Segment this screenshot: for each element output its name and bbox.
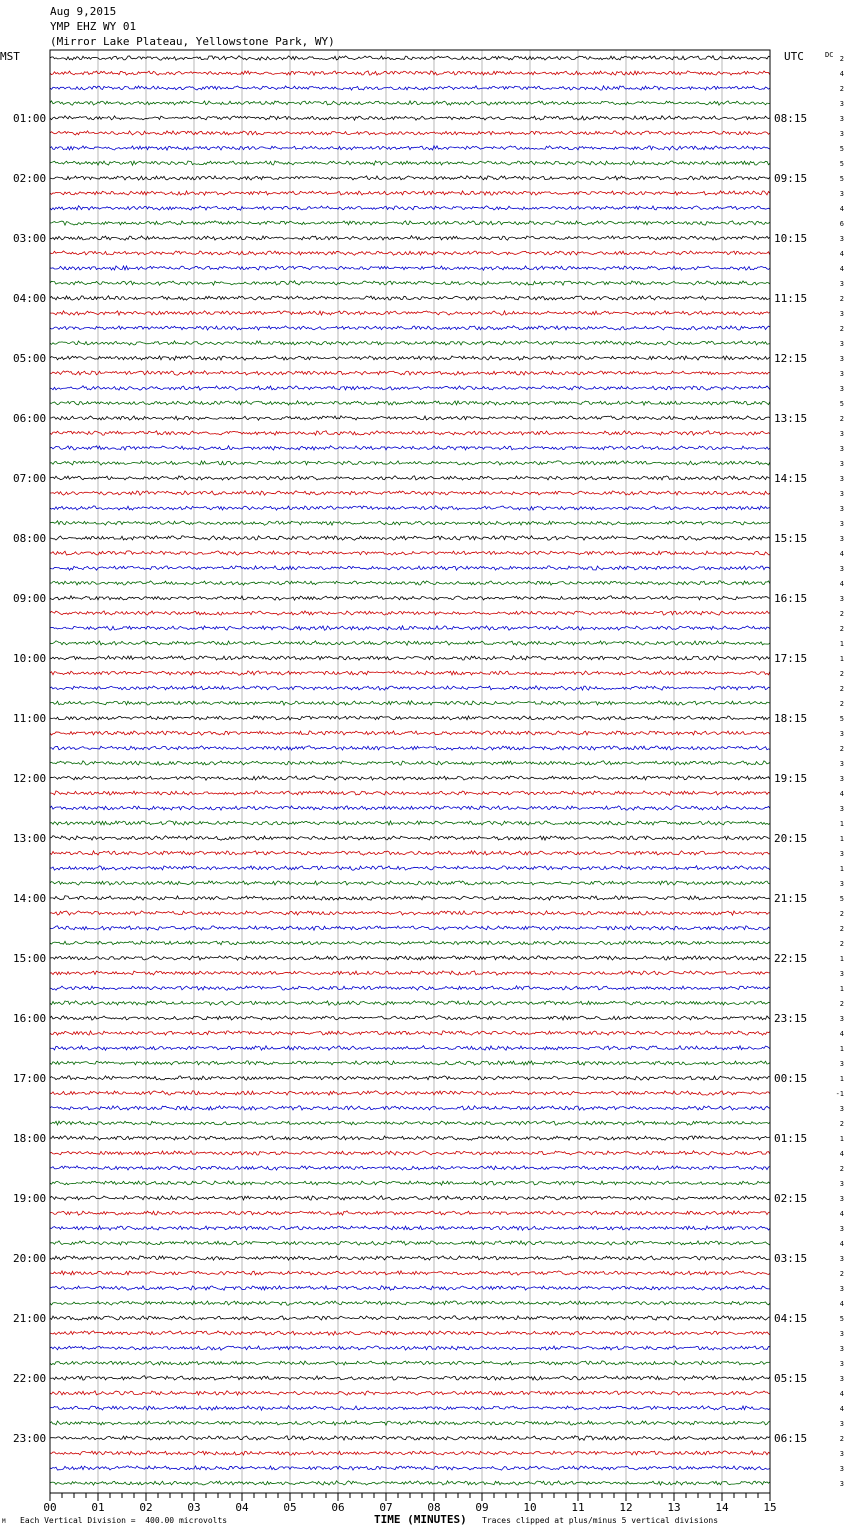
seismic-trace — [50, 101, 770, 105]
dc-offset-value: 3 — [839, 370, 844, 378]
clip-note: Traces clipped at plus/minus 5 vertical divisions — [482, 1516, 719, 1525]
dc-offset-value: 3 — [839, 1060, 844, 1068]
dc-offset-value: 3 — [839, 100, 844, 108]
seismic-trace — [50, 521, 770, 526]
x-tick-label: 05 — [283, 1501, 297, 1514]
seismic-trace — [50, 281, 770, 285]
x-tick-label: 12 — [619, 1501, 633, 1514]
seismic-trace — [50, 86, 770, 90]
seismic-trace — [50, 566, 770, 570]
dc-offset-value: 4 — [839, 1300, 844, 1308]
seismic-trace — [50, 1391, 770, 1395]
dc-offset-value: 4 — [839, 1405, 844, 1413]
dc-offset-value: 2 — [839, 1165, 844, 1173]
plot-frame — [50, 50, 770, 1493]
seismic-trace — [50, 731, 770, 735]
dc-offset-value: 2 — [839, 610, 844, 618]
left-axis-label: MST — [0, 50, 20, 63]
seismic-trace — [50, 461, 770, 465]
seismic-trace — [50, 821, 770, 825]
mst-hour-label: 22:00 — [13, 1372, 47, 1385]
dc-offset-value: 1 — [839, 835, 844, 843]
x-tick-label: 02 — [139, 1501, 153, 1514]
dc-offset-value: 3 — [839, 535, 844, 543]
dc-offset-value: 1 — [839, 985, 844, 993]
dc-offset-value: 3 — [839, 1465, 844, 1473]
dc-offset-value: 1 — [839, 820, 844, 828]
mst-hour-label: 03:00 — [13, 232, 47, 245]
dc-offset-value: 2 — [839, 85, 844, 93]
seismic-trace — [50, 236, 770, 240]
seismic-trace — [50, 1016, 770, 1020]
seismic-trace — [50, 416, 770, 420]
x-tick-label: 13 — [667, 1501, 681, 1514]
dc-offset-value: 3 — [839, 1330, 844, 1338]
seismic-trace — [50, 611, 770, 615]
seismic-trace — [50, 1346, 770, 1350]
utc-hour-label: 14:15 — [774, 472, 808, 485]
seismic-trace — [50, 671, 770, 675]
dc-offset-value: 3 — [839, 1225, 844, 1233]
dc-offset-value: 4 — [839, 1240, 844, 1248]
mst-hour-label: 05:00 — [13, 352, 47, 365]
dc-offset-value: 3 — [839, 1420, 844, 1428]
minute-grid — [98, 50, 722, 1493]
seismic-trace — [50, 971, 770, 975]
seismic-trace — [50, 1211, 770, 1215]
mst-hour-label: 16:00 — [13, 1012, 47, 1025]
dc-offset-value: 3 — [839, 805, 844, 813]
x-axis-title: TIME (MINUTES) — [374, 1513, 467, 1526]
seismic-trace — [50, 1151, 770, 1155]
dc-offset-value: 3 — [839, 520, 844, 528]
seismic-trace — [50, 371, 770, 375]
x-tick-label: 09 — [475, 1501, 489, 1514]
dc-offset-value: 1 — [839, 640, 844, 648]
dc-offset-value: 1 — [839, 1135, 844, 1143]
seismic-trace — [50, 1046, 770, 1051]
seismic-trace — [50, 1421, 770, 1425]
seismic-trace — [50, 926, 770, 930]
seismic-trace — [50, 1226, 770, 1230]
seismic-trace — [50, 56, 770, 61]
seismic-trace — [50, 956, 770, 960]
dc-offset-value: 3 — [839, 595, 844, 603]
x-tick-label: 15 — [763, 1501, 777, 1514]
seismic-trace — [50, 401, 770, 405]
seismic-trace — [50, 1031, 770, 1035]
dc-offset-value: 3 — [839, 850, 844, 858]
dc-offset-value: 3 — [839, 1105, 844, 1113]
seismic-trace — [50, 626, 770, 630]
mst-hour-label: 14:00 — [13, 892, 47, 905]
seismic-trace — [50, 911, 770, 915]
dc-offset-value: 5 — [839, 145, 844, 153]
station-code: YMP EHZ WY 01 — [50, 20, 137, 33]
dc-offset-value: 3 — [839, 190, 844, 198]
dc-offset-value: 3 — [839, 1360, 844, 1368]
seismic-trace — [50, 1331, 770, 1335]
mst-hour-label: 12:00 — [13, 772, 47, 785]
dc-offset-value: 2 — [839, 1120, 844, 1128]
seismic-trace — [50, 686, 770, 690]
mst-hour-label: 01:00 — [13, 112, 47, 125]
mst-hour-label: 20:00 — [13, 1252, 47, 1265]
corner-mark: M — [2, 1518, 6, 1525]
dc-offset-value: 4 — [839, 70, 844, 78]
seismic-trace — [50, 1181, 770, 1185]
utc-hour-label: 04:15 — [774, 1312, 808, 1325]
seismic-trace — [50, 806, 770, 810]
x-tick-label: 00 — [43, 1501, 57, 1514]
seismic-trace — [50, 1301, 770, 1305]
seismic-trace — [50, 1061, 770, 1065]
dc-offset-value: 5 — [839, 1315, 844, 1323]
dc-offset-value: 3 — [839, 565, 844, 573]
dc-offset-value: 5 — [839, 715, 844, 723]
dc-offset-value: 1 — [839, 955, 844, 963]
seismic-trace — [50, 1256, 770, 1260]
dc-offset-value: 2 — [839, 625, 844, 633]
dc-offset-value: 2 — [839, 1000, 844, 1008]
seismic-trace — [50, 71, 770, 75]
seismic-trace — [50, 1121, 770, 1125]
seismic-trace — [50, 551, 770, 555]
utc-hour-label: 03:15 — [774, 1252, 808, 1265]
dc-offset-value: 3 — [839, 310, 844, 318]
utc-hour-label: 13:15 — [774, 412, 808, 425]
seismic-trace — [50, 896, 770, 900]
dc-offset-value: 4 — [839, 1030, 844, 1038]
seismic-trace — [50, 176, 770, 180]
seismic-trace — [50, 1361, 770, 1365]
mst-hour-label: 21:00 — [13, 1312, 47, 1325]
dc-offset-value: 3 — [839, 1480, 844, 1488]
seismic-trace — [50, 1316, 770, 1320]
x-tick-label: 08 — [427, 1501, 441, 1514]
seismic-trace — [50, 446, 770, 450]
seismic-trace — [50, 386, 770, 390]
right-axis-label: UTC — [784, 50, 804, 63]
x-tick-label: 04 — [235, 1501, 249, 1514]
dc-offset-value: 2 — [839, 55, 844, 63]
seismic-trace — [50, 1286, 770, 1290]
seismic-trace — [50, 941, 770, 945]
seismic-trace — [50, 836, 770, 840]
dc-offset-value: 4 — [839, 1150, 844, 1158]
dc-offset-value: 3 — [839, 1450, 844, 1458]
dc-offset-value: 2 — [839, 415, 844, 423]
seismic-trace — [50, 476, 770, 480]
dc-offset-value: 6 — [839, 220, 844, 228]
mst-hour-label: 23:00 — [13, 1432, 47, 1445]
seismic-trace — [50, 746, 770, 750]
seismic-trace — [50, 716, 770, 720]
dc-offset-value: 4 — [839, 1390, 844, 1398]
dc-offset-value: 2 — [839, 940, 844, 948]
dc-offset-value: 1 — [839, 865, 844, 873]
dc-offset-value: 3 — [839, 430, 844, 438]
utc-hour-label: 05:15 — [774, 1372, 808, 1385]
dc-offset-value: -1 — [835, 1090, 844, 1098]
mst-hour-label: 13:00 — [13, 832, 47, 845]
seismic-trace — [50, 1076, 770, 1080]
dc-offset-value: 5 — [839, 400, 844, 408]
seismic-trace — [50, 1481, 770, 1485]
dc-offset-value: 3 — [839, 280, 844, 288]
dc-offset-value: 3 — [839, 460, 844, 468]
utc-hour-label: 22:15 — [774, 952, 808, 965]
x-tick-label: 06 — [331, 1501, 345, 1514]
x-tick-label: 01 — [91, 1501, 105, 1514]
mst-hour-label: 10:00 — [13, 652, 47, 665]
seismic-trace — [50, 1376, 770, 1380]
dc-offset-value: 5 — [839, 160, 844, 168]
station-location: (Mirror Lake Plateau, Yellowstone Park, WY) — [50, 35, 335, 48]
dc-offset-value: 3 — [839, 1255, 844, 1263]
dc-offset-value: 4 — [839, 205, 844, 213]
seismic-trace — [50, 1136, 770, 1140]
dc-offset-value: 2 — [839, 745, 844, 753]
dc-offset-value: 4 — [839, 1210, 844, 1218]
seismic-trace — [50, 596, 770, 600]
x-tick-label: 03 — [187, 1501, 201, 1514]
seismic-trace — [50, 581, 770, 585]
seismic-trace — [50, 1436, 770, 1441]
dc-offset-value: 3 — [839, 760, 844, 768]
seismic-trace — [50, 1166, 770, 1170]
dc-offset-value: 3 — [839, 475, 844, 483]
dc-offset-value: 3 — [839, 1285, 844, 1293]
seismic-trace — [50, 161, 770, 165]
dc-offset-value: 5 — [839, 175, 844, 183]
seismic-trace — [50, 131, 770, 135]
seismic-trace — [50, 986, 770, 991]
seismic-trace — [50, 1271, 770, 1275]
seismic-trace — [50, 536, 770, 540]
dc-offset-value: 3 — [839, 355, 844, 363]
dc-offset-value: 3 — [839, 340, 844, 348]
dc-offset-value: 1 — [839, 1075, 844, 1083]
seismic-trace — [50, 776, 770, 780]
mst-hour-label: 04:00 — [13, 292, 47, 305]
seismic-trace — [50, 761, 770, 765]
seismic-trace — [50, 881, 770, 885]
dc-offset-value: 3 — [839, 130, 844, 138]
dc-offset-value: 3 — [839, 1375, 844, 1383]
mst-hour-label: 06:00 — [13, 412, 47, 425]
mst-hour-label: 02:00 — [13, 172, 47, 185]
seismic-trace — [50, 506, 770, 510]
utc-hour-label: 02:15 — [774, 1192, 808, 1205]
utc-hour-label: 10:15 — [774, 232, 808, 245]
seismic-trace — [50, 1451, 770, 1455]
dc-offset-value: 2 — [839, 1270, 844, 1278]
seismic-trace — [50, 491, 770, 495]
mst-hour-label: 09:00 — [13, 592, 47, 605]
seismic-trace — [50, 296, 770, 300]
utc-hour-label: 08:15 — [774, 112, 808, 125]
utc-hour-label: 21:15 — [774, 892, 808, 905]
seismic-trace — [50, 341, 770, 345]
seismic-trace — [50, 1241, 770, 1245]
dc-offset-value: 5 — [839, 895, 844, 903]
trace-group — [50, 56, 770, 1485]
mst-hour-label: 11:00 — [13, 712, 47, 725]
dc-offset-value: 3 — [839, 880, 844, 888]
dc-offset-value: 2 — [839, 925, 844, 933]
utc-hour-label: 12:15 — [774, 352, 808, 365]
mst-hour-label: 17:00 — [13, 1072, 47, 1085]
dc-offset-value: 3 — [839, 445, 844, 453]
dc-offset-value: 4 — [839, 580, 844, 588]
utc-hour-label: 01:15 — [774, 1132, 808, 1145]
seismic-trace — [50, 116, 770, 120]
utc-hour-label: 18:15 — [774, 712, 808, 725]
utc-hour-label: 20:15 — [774, 832, 808, 845]
mst-hour-label: 15:00 — [13, 952, 47, 965]
scale-note: Each Vertical Division = 400.00 microvolts — [20, 1516, 228, 1525]
dc-offset-value: 3 — [839, 1345, 844, 1353]
x-tick-label: 14 — [715, 1501, 729, 1514]
dc-offset-value: 2 — [839, 325, 844, 333]
seismic-trace — [50, 656, 770, 660]
dc-offset-value: 4 — [839, 550, 844, 558]
x-axis-ticks — [43, 1493, 776, 1514]
dc-offset-value: 2 — [839, 670, 844, 678]
x-tick-label: 07 — [379, 1501, 393, 1514]
dc-offset-value: 4 — [839, 265, 844, 273]
utc-hour-label: 15:15 — [774, 532, 808, 545]
seismic-trace — [50, 1406, 770, 1410]
dc-offset-value: 2 — [839, 910, 844, 918]
seismic-trace — [50, 191, 770, 195]
seismic-trace — [50, 146, 770, 150]
seismic-trace — [50, 356, 770, 360]
seismic-trace — [50, 1091, 770, 1095]
dc-offset-value: 4 — [839, 250, 844, 258]
seismic-trace — [50, 1106, 770, 1110]
dc-offset-value: 1 — [839, 655, 844, 663]
seismic-trace — [50, 1001, 770, 1005]
mst-hour-label: 07:00 — [13, 472, 47, 485]
plot-date: Aug 9,2015 — [50, 5, 117, 18]
dc-label: DC — [825, 51, 834, 59]
dc-offset-value: 3 — [839, 775, 844, 783]
dc-offset-value: 3 — [839, 490, 844, 498]
seismic-trace — [50, 266, 770, 270]
dc-offset-value: 3 — [839, 970, 844, 978]
seismic-trace — [50, 431, 770, 436]
seismic-trace — [50, 251, 770, 255]
utc-hour-label: 23:15 — [774, 1012, 808, 1025]
seismic-trace — [50, 206, 770, 210]
utc-hour-label: 11:15 — [774, 292, 808, 305]
utc-hour-label: 06:15 — [774, 1432, 808, 1445]
dc-offset-value: 3 — [839, 235, 844, 243]
dc-offset-value: 3 — [839, 1180, 844, 1188]
dc-offset-value: 2 — [839, 1435, 844, 1443]
x-tick-label: 10 — [523, 1501, 537, 1514]
dc-offset-value: 1 — [839, 1045, 844, 1053]
mst-hour-label: 18:00 — [13, 1132, 47, 1145]
seismic-trace — [50, 221, 770, 225]
dc-offset-value: 2 — [839, 700, 844, 708]
dc-offset-value: 3 — [839, 115, 844, 123]
x-tick-label: 11 — [571, 1501, 585, 1514]
utc-hour-label: 17:15 — [774, 652, 808, 665]
seismic-trace — [50, 701, 770, 705]
dc-offset-value: 3 — [839, 1015, 844, 1023]
dc-offset-value: 3 — [839, 385, 844, 393]
mst-hour-label: 08:00 — [13, 532, 47, 545]
seismic-trace — [50, 1466, 770, 1470]
mst-hour-label: 19:00 — [13, 1192, 47, 1205]
utc-hour-label: 00:15 — [774, 1072, 808, 1085]
dc-offset-value: 3 — [839, 1195, 844, 1203]
seismic-trace — [50, 311, 770, 315]
dc-offset-value: 3 — [839, 505, 844, 513]
seismic-trace — [50, 851, 770, 855]
seismic-trace — [50, 641, 770, 645]
utc-hour-label: 09:15 — [774, 172, 808, 185]
dc-offset-value: 2 — [839, 685, 844, 693]
dc-offset-value: 2 — [839, 295, 844, 303]
seismic-trace — [50, 866, 770, 871]
dc-offset-value: 4 — [839, 790, 844, 798]
seismic-trace — [50, 791, 770, 795]
seismic-trace — [50, 326, 770, 330]
dc-offset-value: 3 — [839, 730, 844, 738]
utc-hour-label: 19:15 — [774, 772, 808, 785]
seismic-trace — [50, 1196, 770, 1200]
utc-hour-label: 16:15 — [774, 592, 808, 605]
